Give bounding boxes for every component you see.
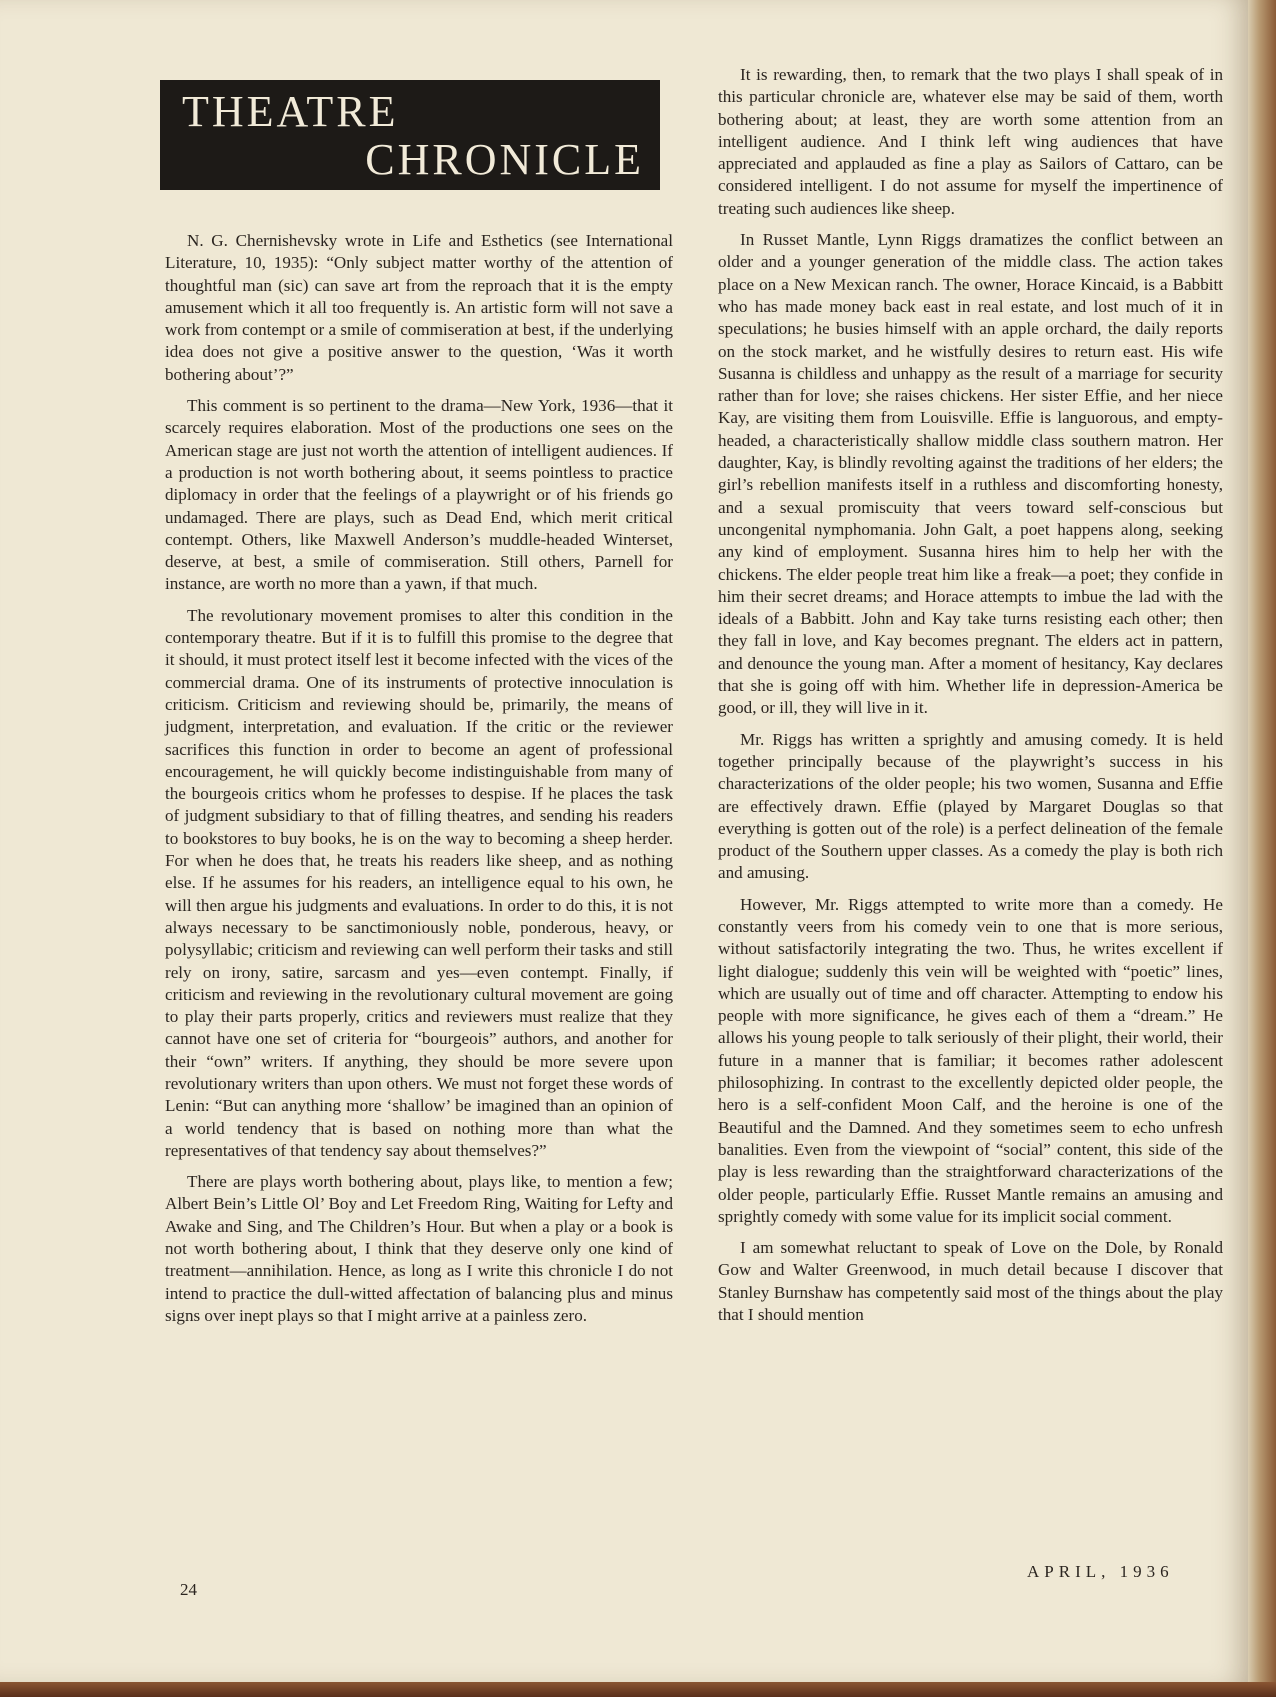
right-text-column bbox=[718, 64, 1223, 1335]
paragraph: However, Mr. Riggs attempted to write more than a comedy. He constantly veers from his comedy vein to one that is more serious, without satisfactorily integrating the two. Thus, he writes excellent if light dialogue; suddenly this vein will be weighted with “poetic” lines, which are usually out of time and off character. Attempting to endow his people with more significance, he gives each of them a “dream.” He allows his young people to talk seriously of their plight, their world, their future in a manner that is familiar; it becomes rather adolescent philosophizing. In contrast to the excellently depicted older people, the hero is a self-confident Moon Calf, and the heroine is one of the Beautiful and the Damned. And they sometimes seem to echo unfresh banalities. Even from the viewpoint of “social” content, this side of the play is less rewarding than the straightforward characterizations of the older people, particularly Effie. Russet Mantle remains an amusing and sprightly comedy with some value for its implicit social comment. bbox=[718, 894, 1223, 1226]
paragraph: The revolutionary movement promises to alter this condition in the contemporary theatre. But if it is to fulfill this promise to the degree that it should, it must protect itself lest it become infected with the vices of the commercial drama. One of its instruments of protective innoculation is criticism. Criticism and reviewing should be, primarily, the means of judgment, interpretation, and evaluation. If the critic or the reviewer sacrifices this function in order to become an agent of professional encouragement, he will quickly become indistinguishable from many of the bourgeois critics whom he professes to despise. If he places the task of judgment subsidiary to that of filling theatres, and sending his readers to bookstores to buy books, he is on the way to becoming a sheep herder. For when he does that, he treats his readers like sheep, and as nothing else. If he assumes for his readers, an intelligence equal to his own, he will then argue his judgments and evaluations. In order to do this, it is not always necessary to be sanctimoniously noble, ponderous, heavy, or polysyllabic; criticism and reviewing can well perform their tasks and still rely on irony, satire, sarcasm and yes—even contempt. Finally, if criticism and reviewing in the revolutionary cultural movement are going to play their parts properly, critics and reviewers must realize that they cannot have one set of criteria for “bourgeois” authors, and another for their “own” writers. If anything, they should be more severe upon revolutionary writers than upon others. We must not forget these words of Lenin: “But can anything more ‘shallow’ be imagined than an opinion of a world tendency that is based on nothing more than what the representatives of that tendency say about themselves?” bbox=[165, 605, 673, 1160]
paragraph: I am somewhat reluctant to speak of Love on the Dole, by Ronald Gow and Walter Greenwood, in much detail because I discover that Stanley Burnshaw has competently said most of the things about the play that I should mention bbox=[718, 1238, 1223, 1325]
page-number: 24 bbox=[180, 1580, 197, 1599]
paragraph: This comment is so pertinent to the drama—New York, 1936—that it scarcely requires elaboration. Most of the productions one sees on the American stage are just not worth the attention of intelligent audiences. If a production is not worth bothering about, it seems pointless to practice diplomacy in order that the feelings of a playwright or of his friends go undamaged. There are plays, such as Dead End, which merit critical contempt. Others, like Maxwell Anderson’s muddle-headed Winterset, deserve, at best, a smile of commiseration. Still others, Parnell for instance, are worth no more than a yawn, if that much. bbox=[165, 396, 673, 594]
paragraph: It is rewarding, then, to remark that the two plays I shall speak of in this particular chronicle are, whatever else may be said of them, worth bothering about; at least, they are worth some attention from an intelligent audience. And I think left wing audiences that have appreciated and applauded as fine a play as Sailors of Cattaro, can be considered intelligent. I do not assume for myself the impertinence of treating such audiences like sheep. bbox=[718, 65, 1223, 218]
left-text-column bbox=[165, 230, 673, 1336]
section-title-block bbox=[160, 80, 660, 190]
paragraph: Mr. Riggs has written a sprightly and amusing comedy. It is held together principally because of the playwright’s success in his characterizations of the older people; his two women, Susanna and Effie are effectively drawn. Effie (played by Margaret Douglas so that everything is gotten out of the role) is a perfect delineation of the female product of the Southern upper classes. As a comedy the play is both rich and amusing. bbox=[718, 729, 1223, 883]
issue-date-footer: APRIL, 1936 bbox=[1027, 1562, 1174, 1581]
paragraph: N. G. Chernishevsky wrote in Life and Esthetics (see International Literature, 10, 1935): “Only subject matter worthy of the attention of thoughtful man (sic) can save art from the reproach that it is the empty amusement which it all too frequently is. An artistic form will not save a work from contempt or a smile of commiseration at best, if the underlying idea does not give a positive answer to the question, ‘Was it worth bothering about’?” bbox=[165, 231, 673, 384]
paragraph: In Russet Mantle, Lynn Riggs dramatizes the conflict between an older and a younger generation of the middle class. The action takes place on a New Mexican ranch. The owner, Horace Kincaid, is a Babbitt who has made money back east in real estate, and lost much of it in speculations; he busies himself with an apple orchard, the daily reports on the stock market, and he wistfully desires to return east. His wife Susanna is childless and unhappy as the result of a marriage for security rather than for love; she raises chickens. Her sister Effie, and her niece Kay, are visiting them from Louisville. Effie is languorous, and empty-headed, a characteristically shallow middle class southern matron. Her daughter, Kay, is blindly revolting against the traditions of her elders; the girl’s rebellion manifests itself in a ruthless and discomforting honesty, and a sexual promiscuity that veers toward self-conscious but uncongenital nymphomania. John Galt, a poet happens along, seeking any kind of employment. Susanna hires him to help her with the chickens. The elder people treat him like a freak—a poet; they confide in him their secret dreams; and Horace attempts to imbue the lad with the ideals of a Babbitt. John and Kay take turns resisting each other; then they fall in love, and Kay becomes pregnant. The elders act in pattern, and denounce the young man. After a moment of hesitancy, Kay declares that she is going off with him. Whether life in depression-America be good, or ill, they will live in it. bbox=[718, 230, 1223, 718]
binding-edge bbox=[1248, 0, 1276, 1697]
title-line-1: THEATRE bbox=[182, 87, 399, 136]
page-bottom-edge bbox=[0, 1682, 1276, 1697]
title-line-2: CHRONICLE bbox=[365, 135, 644, 184]
paragraph: There are plays worth bothering about, plays like, to mention a few; Albert Bein’s Little Ol’ Boy and Let Freedom Ring, Waiting for Lefty and Awake and Sing, and The Children’s Hour. But when a play or a book is not worth bothering about, I think that they deserve only one kind of treatment—annihilation. Hence, as long as I write this chronicle I do not intend to practice the dull-witted affectation of balancing plus and minus signs over inept plays so that I might arrive at a painless zero. bbox=[165, 1172, 673, 1325]
